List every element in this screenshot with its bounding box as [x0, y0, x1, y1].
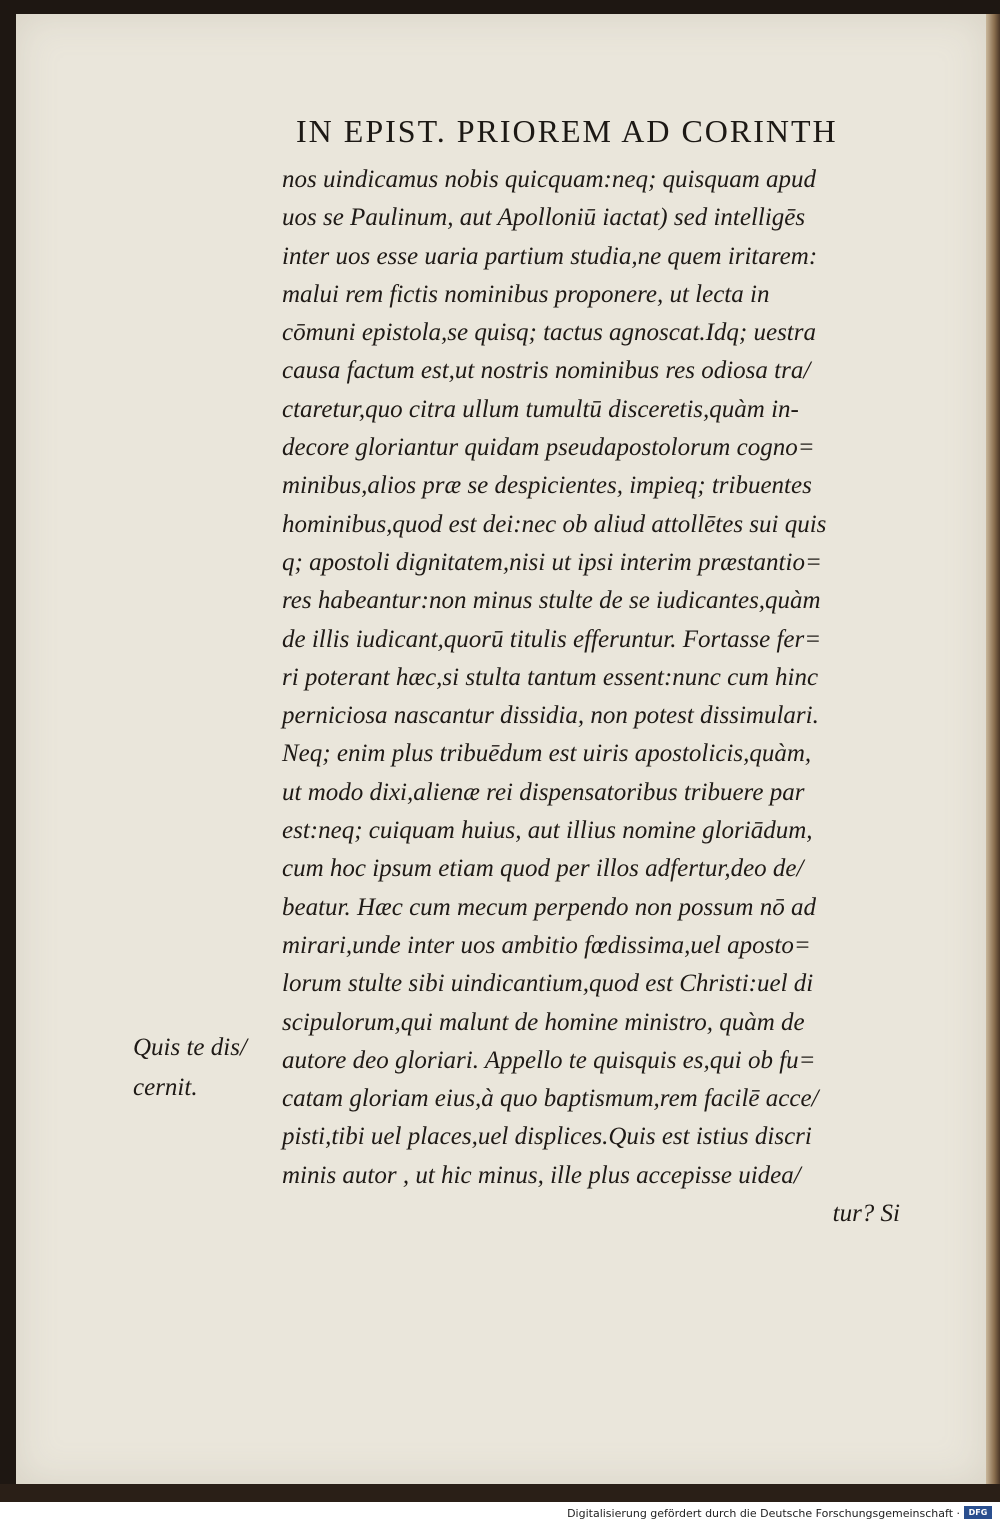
- text-line: minibus,alios præ se despicientes, impieq; tribuentes: [282, 472, 812, 500]
- text-line: de illis iudicant,quorū titulis efferuntur. Fortasse fer=: [282, 625, 822, 653]
- dfg-logo: DFG: [964, 1506, 992, 1519]
- text-line: malui rem fictis nominibus proponere, ut lecta in: [282, 280, 770, 308]
- catchword: tur? Si: [832, 1200, 900, 1228]
- text-line: est:neq; cuiquam huius, aut illius nomine gloriādum,: [282, 817, 813, 845]
- scan-bottom-band: [0, 1484, 1000, 1502]
- text-line: uos se Paulinum, aut Apolloniū iactat) sed intelligēs: [282, 204, 806, 232]
- text-line: cum hoc ipsum etiam quod per illos adfertur,deo de/: [282, 855, 804, 883]
- text-line: cōmuni epistola,se quisq; tactus agnoscat.Idq; uestra: [282, 319, 816, 347]
- text-line: beatur. Hæc cum mecum perpendo non possum nō ad: [282, 893, 816, 921]
- text-line: inter uos esse uaria partium studia,ne quem iritarem:: [282, 242, 818, 270]
- text-line: hominibus,quod est dei:nec ob aliud attollētes sui quis: [282, 510, 827, 538]
- funding-credit: Digitalisierung gefördert durch die Deutsche Forschungsgemeinschaft ·: [567, 1507, 960, 1520]
- text-line: pisti,tibi uel places,uel displices.Quis est istius discri: [282, 1123, 812, 1151]
- text-line: scipulorum,qui malunt de homine ministro, quàm de: [282, 1008, 805, 1036]
- page-edge: [986, 14, 1000, 1502]
- text-line: perniciosa nascantur dissidia, non potest dissimulari.: [282, 702, 819, 730]
- text-line: nos uindicamus nobis quicquam:neq; quisquam apud: [282, 166, 816, 193]
- text-line: ri poterant hæc,si stulta tantum essent:nunc cum hinc: [282, 663, 819, 691]
- marginal-note-line: cernit.: [133, 1074, 198, 1101]
- text-line: res habeantur:non minus stulte de se iudicantes,quàm: [282, 587, 821, 615]
- text-line: q; apostoli dignitatem,nisi ut ipsi interim præstantio=: [282, 548, 822, 576]
- text-line: ut modo dixi,alienæ rei dispensatoribus tribuere par: [282, 778, 805, 806]
- text-line: autore deo gloriari. Appello te quisquis es,qui ob fu=: [282, 1046, 816, 1074]
- text-line: ctaretur,quo citra ullum tumultū disceretis,quàm in-: [282, 395, 799, 423]
- running-head: IN EPIST. PRIOREM AD CORINTH: [296, 113, 838, 149]
- marginal-note: [133, 1028, 283, 1108]
- footer-bar: [0, 1502, 1000, 1524]
- text-line: decore gloriantur quidam pseudapostolorum cogno=: [282, 434, 815, 462]
- text-line: minis autor , ut hic minus, ille plus accepisse uidea/: [282, 1161, 801, 1189]
- text-line: mirari,unde inter uos ambitio fœdissima,uel aposto=: [282, 931, 811, 959]
- text-line: causa factum est,ut nostris nominibus res odiosa tra/: [282, 357, 811, 385]
- text-line: catam gloriam eius,à quo baptismum,rem facilē acce/: [282, 1085, 819, 1113]
- text-line: lorum stulte sibi uindicantium,quod est Christi:uel di: [282, 970, 814, 998]
- marginal-note-line: Quis te dis/: [133, 1034, 247, 1061]
- body-text: [282, 161, 922, 1233]
- text-line: Neq; enim plus tribuēdum est uiris apostolicis,quàm,: [282, 740, 812, 768]
